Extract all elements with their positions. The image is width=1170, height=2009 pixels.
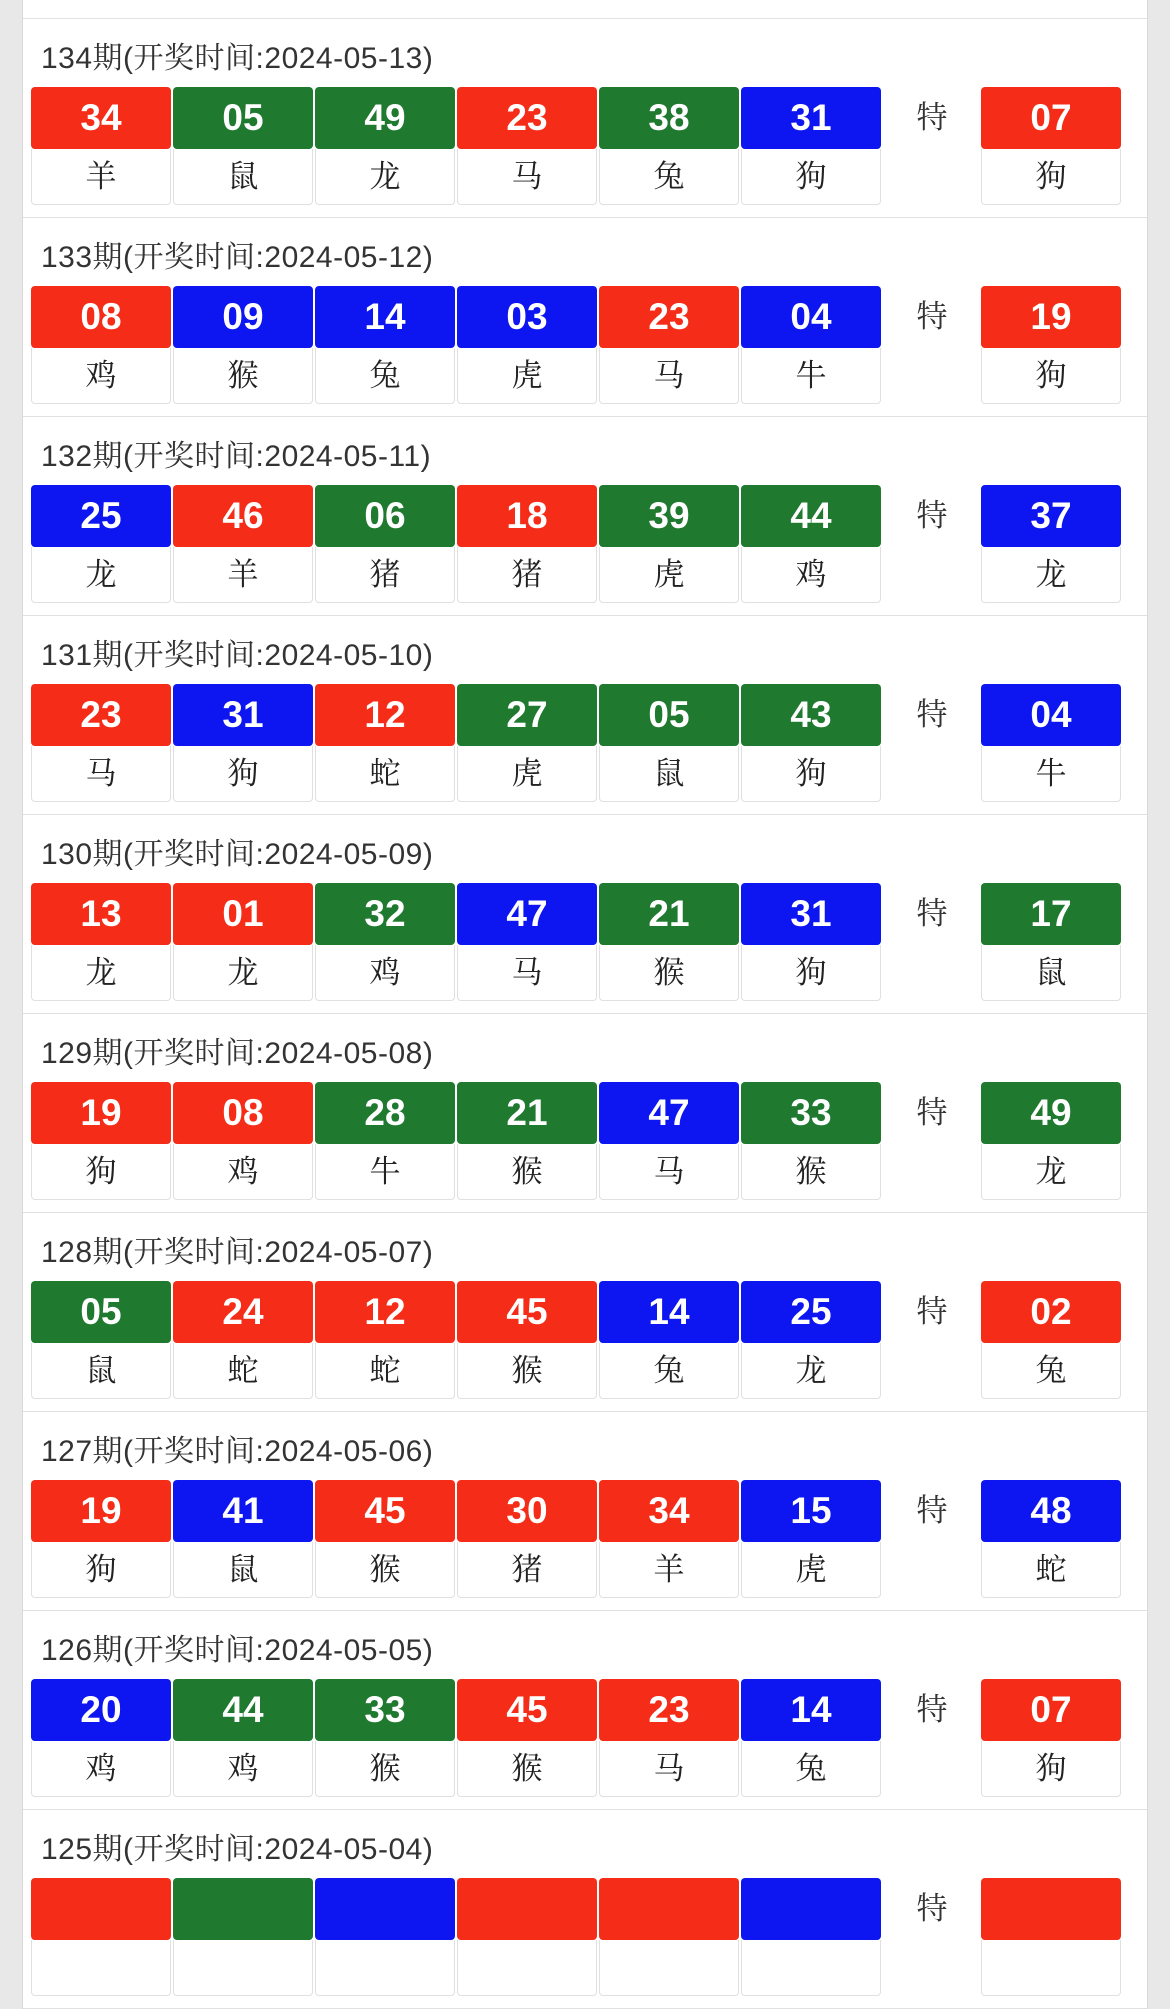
ball-number: 23 — [31, 684, 171, 746]
ball-zodiac: 蛇 — [315, 1343, 455, 1399]
ball-zodiac: 牛 — [741, 348, 881, 404]
draw-ball — [741, 485, 881, 603]
ball-zodiac — [741, 1940, 881, 1996]
ball-zodiac: 猴 — [599, 945, 739, 1001]
special-ball — [981, 1878, 1121, 1996]
draw-block — [23, 417, 1147, 616]
draw-ball — [173, 684, 313, 802]
draw-block — [23, 218, 1147, 417]
ball-number: 31 — [741, 883, 881, 945]
ball-zodiac: 兔 — [741, 1741, 881, 1797]
special-ball-label: 特 — [916, 1493, 948, 1528]
draw-ball — [315, 684, 455, 802]
ball-zodiac: 鸡 — [315, 945, 455, 1001]
ball-number: 31 — [173, 684, 313, 746]
draw-ball — [457, 1679, 597, 1797]
draw-ball — [31, 684, 171, 802]
ball-zodiac — [457, 1940, 597, 1996]
special-ball-label: 特 — [916, 1692, 948, 1727]
draw-ball — [457, 684, 597, 802]
special-ball-label: 特 — [916, 1891, 948, 1926]
ball-zodiac: 鸡 — [173, 1741, 313, 1797]
ball-zodiac: 羊 — [173, 547, 313, 603]
ball-zodiac: 狗 — [31, 1542, 171, 1598]
ball-zodiac: 鸡 — [31, 348, 171, 404]
ball-number: 05 — [31, 1281, 171, 1343]
draw-ball — [457, 1281, 597, 1399]
special-ball-number: 49 — [981, 1082, 1121, 1144]
ball-number: 15 — [741, 1480, 881, 1542]
special-ball-label: 特 — [916, 896, 948, 931]
draw-ball — [457, 485, 597, 603]
draw-ball — [173, 485, 313, 603]
ball-zodiac — [599, 1940, 739, 1996]
special-ball-number — [981, 1878, 1121, 1940]
special-ball-number: 48 — [981, 1480, 1121, 1542]
draw-header: 134期(开奖时间:2024-05-13) — [41, 42, 434, 75]
draw-ball — [31, 1878, 171, 1996]
balls-row — [23, 883, 1147, 1001]
ball-number: 25 — [31, 485, 171, 547]
draw-block — [23, 19, 1147, 218]
draw-ball — [599, 1281, 739, 1399]
draw-ball — [173, 883, 313, 1001]
ball-number: 31 — [741, 87, 881, 149]
special-ball-label: 特 — [916, 100, 948, 135]
ball-zodiac: 狗 — [31, 1144, 171, 1200]
special-ball-label: 特 — [916, 299, 948, 334]
special-ball-label: 特 — [916, 1294, 948, 1329]
ball-number: 12 — [315, 684, 455, 746]
draw-header: 133期(开奖时间:2024-05-12) — [41, 241, 434, 274]
ball-zodiac: 猴 — [457, 1741, 597, 1797]
ball-zodiac: 猴 — [315, 1542, 455, 1598]
draw-ball — [31, 883, 171, 1001]
draw-ball — [315, 87, 455, 205]
draw-ball — [741, 1679, 881, 1797]
ball-number: 45 — [457, 1679, 597, 1741]
ball-zodiac: 马 — [31, 746, 171, 802]
ball-zodiac: 蛇 — [173, 1343, 313, 1399]
ball-number: 12 — [315, 1281, 455, 1343]
draw-header: 125期(开奖时间:2024-05-04) — [41, 1833, 434, 1866]
ball-number: 34 — [31, 87, 171, 149]
ball-zodiac: 虎 — [741, 1542, 881, 1598]
special-ball-label: 特 — [916, 498, 948, 533]
ball-zodiac: 马 — [599, 348, 739, 404]
draw-ball — [31, 485, 171, 603]
special-ball-number: 17 — [981, 883, 1121, 945]
draw-ball — [599, 1878, 739, 1996]
ball-number — [599, 1878, 739, 1940]
ball-number: 05 — [599, 684, 739, 746]
ball-zodiac: 虎 — [457, 746, 597, 802]
draw-block — [23, 616, 1147, 815]
draw-block — [23, 1014, 1147, 1213]
draw-ball — [741, 1480, 881, 1598]
draw-ball — [599, 883, 739, 1001]
draw-ball — [457, 1082, 597, 1200]
draw-ball — [457, 1480, 597, 1598]
ball-number: 06 — [315, 485, 455, 547]
ball-number: 14 — [599, 1281, 739, 1343]
ball-number: 23 — [599, 286, 739, 348]
special-ball-zodiac: 蛇 — [981, 1542, 1121, 1598]
draw-ball — [31, 87, 171, 205]
draw-ball — [315, 485, 455, 603]
ball-number: 45 — [457, 1281, 597, 1343]
ball-number: 23 — [599, 1679, 739, 1741]
balls-row — [23, 485, 1147, 603]
ball-number: 20 — [31, 1679, 171, 1741]
ball-number: 33 — [315, 1679, 455, 1741]
ball-zodiac — [173, 1940, 313, 1996]
top-strip — [23, 0, 1147, 19]
special-ball-zodiac — [981, 1940, 1121, 1996]
ball-number: 19 — [31, 1480, 171, 1542]
special-ball-number: 07 — [981, 87, 1121, 149]
ball-number: 04 — [741, 286, 881, 348]
balls-row — [23, 87, 1147, 205]
ball-number — [315, 1878, 455, 1940]
draw-header: 130期(开奖时间:2024-05-09) — [41, 838, 434, 871]
ball-number: 39 — [599, 485, 739, 547]
special-ball — [981, 1082, 1121, 1200]
ball-zodiac: 鼠 — [31, 1343, 171, 1399]
draw-header: 127期(开奖时间:2024-05-06) — [41, 1435, 434, 1468]
draw-ball — [173, 1878, 313, 1996]
ball-number: 45 — [315, 1480, 455, 1542]
special-ball-zodiac: 狗 — [981, 1741, 1121, 1797]
special-ball-number: 04 — [981, 684, 1121, 746]
ball-number: 44 — [741, 485, 881, 547]
ball-number: 23 — [457, 87, 597, 149]
ball-zodiac: 马 — [599, 1144, 739, 1200]
draw-block — [23, 1412, 1147, 1611]
ball-zodiac: 羊 — [31, 149, 171, 205]
ball-zodiac — [31, 1940, 171, 1996]
ball-zodiac: 鼠 — [173, 149, 313, 205]
ball-zodiac: 猴 — [315, 1741, 455, 1797]
special-ball-zodiac: 龙 — [981, 547, 1121, 603]
ball-zodiac: 猪 — [457, 1542, 597, 1598]
draw-ball — [599, 485, 739, 603]
special-ball-number: 37 — [981, 485, 1121, 547]
ball-zodiac: 马 — [599, 1741, 739, 1797]
ball-number: 14 — [315, 286, 455, 348]
ball-zodiac: 兔 — [599, 1343, 739, 1399]
draw-ball — [315, 883, 455, 1001]
draw-header: 129期(开奖时间:2024-05-08) — [41, 1037, 434, 1070]
ball-number: 19 — [31, 1082, 171, 1144]
balls-row — [23, 1082, 1147, 1200]
ball-number: 24 — [173, 1281, 313, 1343]
ball-zodiac: 猪 — [315, 547, 455, 603]
draw-header: 128期(开奖时间:2024-05-07) — [41, 1236, 434, 1269]
draw-ball — [315, 1082, 455, 1200]
ball-zodiac: 猴 — [741, 1144, 881, 1200]
draw-ball — [31, 1082, 171, 1200]
draw-ball — [741, 1082, 881, 1200]
ball-number: 03 — [457, 286, 597, 348]
draw-ball — [315, 286, 455, 404]
ball-zodiac: 兔 — [599, 149, 739, 205]
special-ball-label: 特 — [916, 697, 948, 732]
ball-zodiac: 狗 — [741, 149, 881, 205]
draw-ball — [741, 684, 881, 802]
ball-number: 49 — [315, 87, 455, 149]
ball-zodiac: 狗 — [741, 746, 881, 802]
balls-row — [23, 1480, 1147, 1598]
ball-number: 08 — [31, 286, 171, 348]
ball-number: 13 — [31, 883, 171, 945]
draw-ball — [31, 1480, 171, 1598]
ball-zodiac — [315, 1940, 455, 1996]
special-ball — [981, 485, 1121, 603]
ball-zodiac: 龙 — [315, 149, 455, 205]
special-ball-number: 07 — [981, 1679, 1121, 1741]
ball-number: 18 — [457, 485, 597, 547]
ball-zodiac: 马 — [457, 149, 597, 205]
ball-number: 05 — [173, 87, 313, 149]
draw-ball — [315, 1480, 455, 1598]
ball-number: 33 — [741, 1082, 881, 1144]
ball-zodiac: 龙 — [31, 945, 171, 1001]
ball-zodiac: 虎 — [599, 547, 739, 603]
draw-ball — [457, 286, 597, 404]
draw-ball — [599, 1480, 739, 1598]
draw-ball — [173, 286, 313, 404]
ball-zodiac: 兔 — [315, 348, 455, 404]
balls-row — [23, 286, 1147, 404]
draw-header: 132期(开奖时间:2024-05-11) — [41, 440, 432, 473]
ball-zodiac: 虎 — [457, 348, 597, 404]
ball-number: 30 — [457, 1480, 597, 1542]
special-ball-zodiac: 鼠 — [981, 945, 1121, 1001]
ball-zodiac: 马 — [457, 945, 597, 1001]
ball-number: 21 — [457, 1082, 597, 1144]
ball-number: 46 — [173, 485, 313, 547]
draw-ball — [599, 1679, 739, 1797]
ball-zodiac: 猴 — [173, 348, 313, 404]
balls-row — [23, 684, 1147, 802]
special-ball — [981, 684, 1121, 802]
draw-ball — [599, 286, 739, 404]
ball-zodiac: 鸡 — [31, 1741, 171, 1797]
draw-ball — [741, 1878, 881, 1996]
ball-number: 32 — [315, 883, 455, 945]
draw-block — [23, 1213, 1147, 1412]
ball-number: 41 — [173, 1480, 313, 1542]
draw-ball — [457, 1878, 597, 1996]
ball-number — [31, 1878, 171, 1940]
ball-zodiac: 龙 — [173, 945, 313, 1001]
draw-ball — [457, 87, 597, 205]
ball-zodiac: 鸡 — [173, 1144, 313, 1200]
ball-number: 47 — [599, 1082, 739, 1144]
ball-number: 09 — [173, 286, 313, 348]
ball-zodiac: 羊 — [599, 1542, 739, 1598]
draw-ball — [173, 1082, 313, 1200]
draw-header: 131期(开奖时间:2024-05-10) — [41, 639, 434, 672]
ball-number: 21 — [599, 883, 739, 945]
draw-ball — [741, 883, 881, 1001]
ball-zodiac: 猴 — [457, 1144, 597, 1200]
ball-number: 34 — [599, 1480, 739, 1542]
ball-zodiac: 狗 — [741, 945, 881, 1001]
draw-ball — [31, 1281, 171, 1399]
draw-ball — [173, 1679, 313, 1797]
ball-number: 44 — [173, 1679, 313, 1741]
ball-number — [173, 1878, 313, 1940]
ball-zodiac: 龙 — [31, 547, 171, 603]
special-ball-number: 19 — [981, 286, 1121, 348]
draw-ball — [315, 1281, 455, 1399]
draw-ball — [315, 1878, 455, 1996]
ball-zodiac: 狗 — [173, 746, 313, 802]
ball-number: 01 — [173, 883, 313, 945]
ball-number: 25 — [741, 1281, 881, 1343]
draw-block — [23, 1611, 1147, 1810]
ball-zodiac: 鸡 — [741, 547, 881, 603]
ball-number — [457, 1878, 597, 1940]
results-sheet — [22, 0, 1148, 2009]
ball-zodiac: 蛇 — [315, 746, 455, 802]
special-ball — [981, 883, 1121, 1001]
balls-row — [23, 1281, 1147, 1399]
ball-number: 38 — [599, 87, 739, 149]
draw-ball — [31, 286, 171, 404]
special-ball — [981, 1480, 1121, 1598]
ball-number — [741, 1878, 881, 1940]
balls-row — [23, 1878, 1147, 1996]
ball-zodiac: 牛 — [315, 1144, 455, 1200]
draw-block — [23, 1810, 1147, 2009]
draw-ball — [173, 1281, 313, 1399]
draw-list — [23, 19, 1147, 2009]
draw-ball — [315, 1679, 455, 1797]
draw-ball — [599, 87, 739, 205]
draw-ball — [173, 1480, 313, 1598]
draw-ball — [599, 684, 739, 802]
special-ball-zodiac: 牛 — [981, 746, 1121, 802]
special-ball-zodiac: 龙 — [981, 1144, 1121, 1200]
draw-ball — [457, 883, 597, 1001]
draw-ball — [741, 87, 881, 205]
special-ball — [981, 1281, 1121, 1399]
ball-number: 28 — [315, 1082, 455, 1144]
ball-number: 08 — [173, 1082, 313, 1144]
draw-ball — [741, 286, 881, 404]
draw-ball — [173, 87, 313, 205]
ball-number: 27 — [457, 684, 597, 746]
ball-zodiac: 鼠 — [173, 1542, 313, 1598]
ball-zodiac: 猪 — [457, 547, 597, 603]
special-ball — [981, 87, 1121, 205]
special-ball-zodiac: 兔 — [981, 1343, 1121, 1399]
balls-row — [23, 1679, 1147, 1797]
draw-ball — [31, 1679, 171, 1797]
draw-ball — [599, 1082, 739, 1200]
special-ball-zodiac: 狗 — [981, 149, 1121, 205]
ball-number: 43 — [741, 684, 881, 746]
ball-number: 14 — [741, 1679, 881, 1741]
special-ball-label: 特 — [916, 1095, 948, 1130]
special-ball-zodiac: 狗 — [981, 348, 1121, 404]
special-ball-number: 02 — [981, 1281, 1121, 1343]
special-ball — [981, 286, 1121, 404]
draw-header: 126期(开奖时间:2024-05-05) — [41, 1634, 434, 1667]
ball-zodiac: 猴 — [457, 1343, 597, 1399]
special-ball — [981, 1679, 1121, 1797]
ball-zodiac: 鼠 — [599, 746, 739, 802]
draw-block — [23, 815, 1147, 1014]
ball-number: 47 — [457, 883, 597, 945]
draw-ball — [741, 1281, 881, 1399]
ball-zodiac: 龙 — [741, 1343, 881, 1399]
